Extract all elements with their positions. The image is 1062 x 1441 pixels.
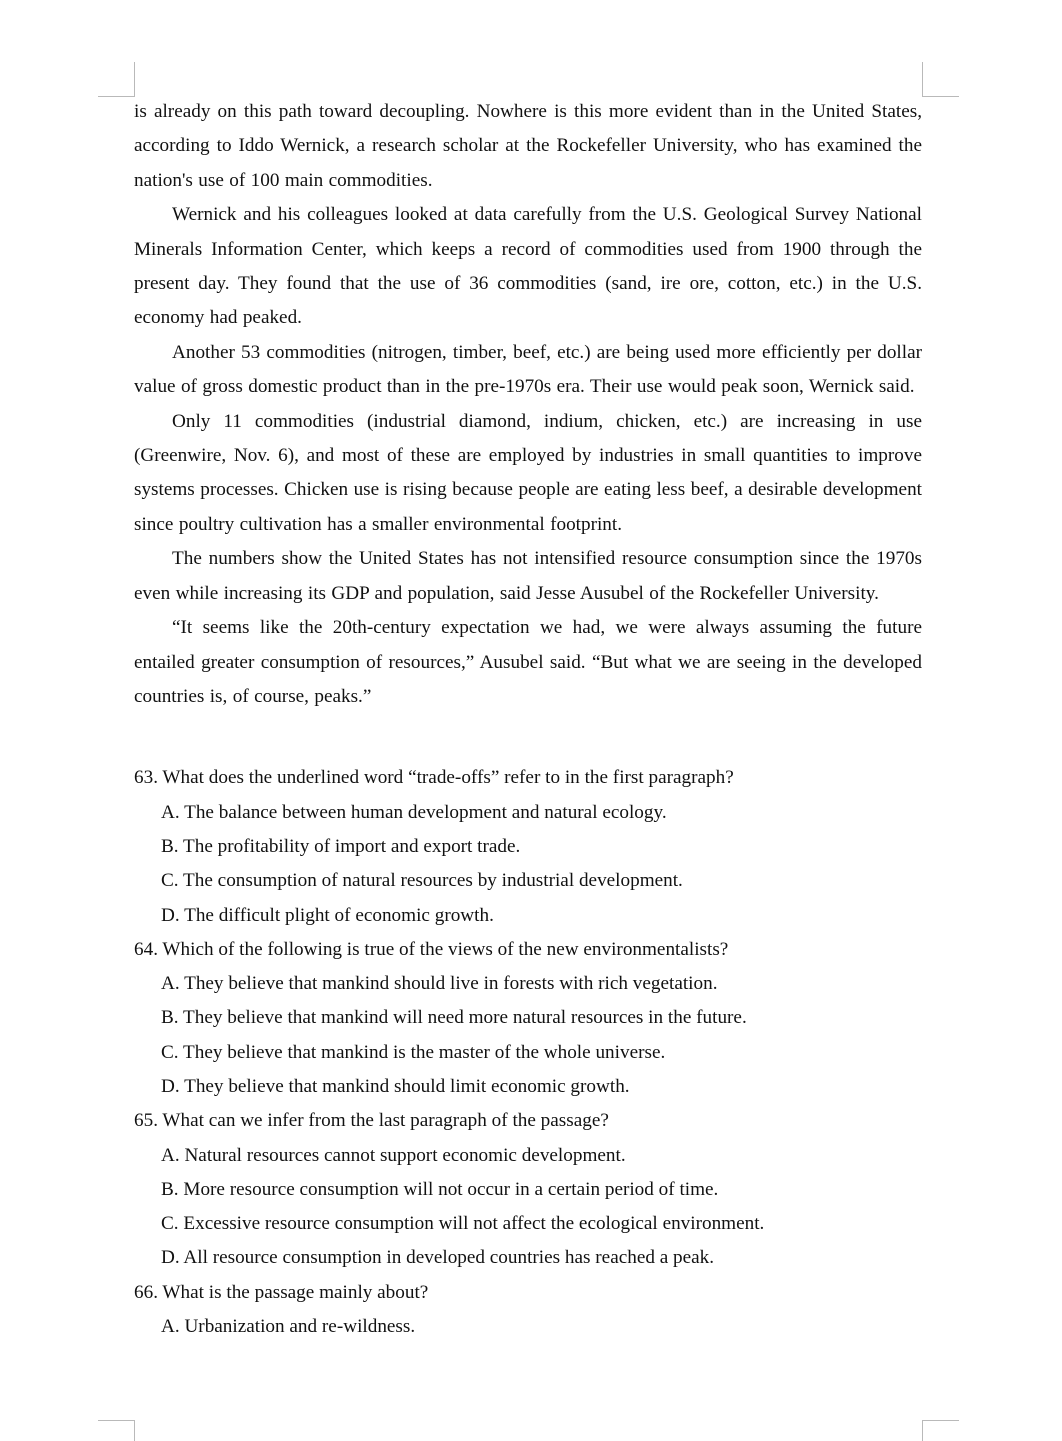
answer-option: D. The difficult plight of economic growth.	[161, 904, 494, 926]
answer-option: C. Excessive resource consumption will not affect the ecological environment.	[161, 1213, 765, 1235]
margin-mark-top-left	[98, 62, 135, 97]
margin-mark-bottom-left	[98, 1420, 135, 1441]
question-stem: 64. Which of the following is true of the views of the new environmentalists?	[134, 938, 729, 960]
margin-mark-top-right	[922, 62, 959, 97]
answer-option: A. Natural resources cannot support economic development.	[161, 1144, 626, 1166]
answer-option: B. More resource consumption will not occur in a certain period of time.	[161, 1178, 719, 1200]
passage-paragraph: “It seems like the 20th-century expectation we had, we were always assuming the future entailed greater consumption of resources,” Ausubel said. “But what we are seeing in the developed countries is, of course, peaks.”	[134, 617, 922, 707]
page-body	[134, 95, 922, 1344]
answer-option: C. The consumption of natural resources by industrial development.	[161, 870, 683, 892]
passage-paragraph: Another 53 commodities (nitrogen, timber, beef, etc.) are being used more efficiently per dollar value of gross domestic product than in the pre-1970s era. Their use would peak soon, Wernick said.	[134, 341, 922, 398]
reading-passage	[134, 95, 922, 714]
answer-option: A. They believe that mankind should live in forests with rich vegetation.	[161, 973, 718, 995]
answer-option: D. All resource consumption in developed countries has reached a peak.	[161, 1247, 715, 1269]
question-66	[134, 1276, 922, 1345]
answer-option: A. The balance between human development and natural ecology.	[161, 801, 667, 823]
question-list	[134, 761, 922, 1344]
answer-option: B. They believe that mankind will need more natural resources in the future.	[161, 1007, 747, 1029]
question-stem: 66. What is the passage mainly about?	[134, 1281, 429, 1303]
passage-paragraph: Wernick and his colleagues looked at data carefully from the U.S. Geological Survey National Minerals Information Center, which keeps a record of commodities used from 1900 through the present day. They found that the use of 36 commodities (sand, ire ore, cotton, etc.) in the U.S. economy had peaked.	[134, 204, 922, 329]
passage-paragraph-continued: is already on this path toward decoupling. Nowhere is this more evident than in the United States, according to Iddo Wernick, a research scholar at the Rockefeller University, who has examined the nation's use of 100 main commodities.	[134, 101, 922, 191]
question-stem: 63. What does the underlined word “trade-offs” refer to in the first paragraph?	[134, 767, 734, 789]
question-65	[134, 1104, 922, 1275]
question-64	[134, 933, 922, 1104]
answer-option: B. The profitability of import and export trade.	[161, 835, 521, 857]
margin-mark-bottom-right	[922, 1420, 959, 1441]
question-63	[134, 761, 922, 932]
answer-option: D. They believe that mankind should limit economic growth.	[161, 1075, 630, 1097]
passage-paragraph: The numbers show the United States has not intensified resource consumption since the 1970s even while increasing its GDP and population, said Jesse Ausubel of the Rockefeller University.	[134, 548, 922, 604]
answer-option: A. Urbanization and re-wildness.	[161, 1316, 416, 1338]
answer-option: C. They believe that mankind is the master of the whole universe.	[161, 1041, 666, 1063]
question-stem: 65. What can we infer from the last paragraph of the passage?	[134, 1110, 609, 1132]
passage-paragraph: Only 11 commodities (industrial diamond, indium, chicken, etc.) are increasing in use (Greenwire, Nov. 6), and most of these are employed by industries in small quantities to improve systems processes. Chicken use is rising because people are eating less beef, a desirable development since poultry cultivation has a smaller environmental footprint.	[134, 410, 922, 535]
